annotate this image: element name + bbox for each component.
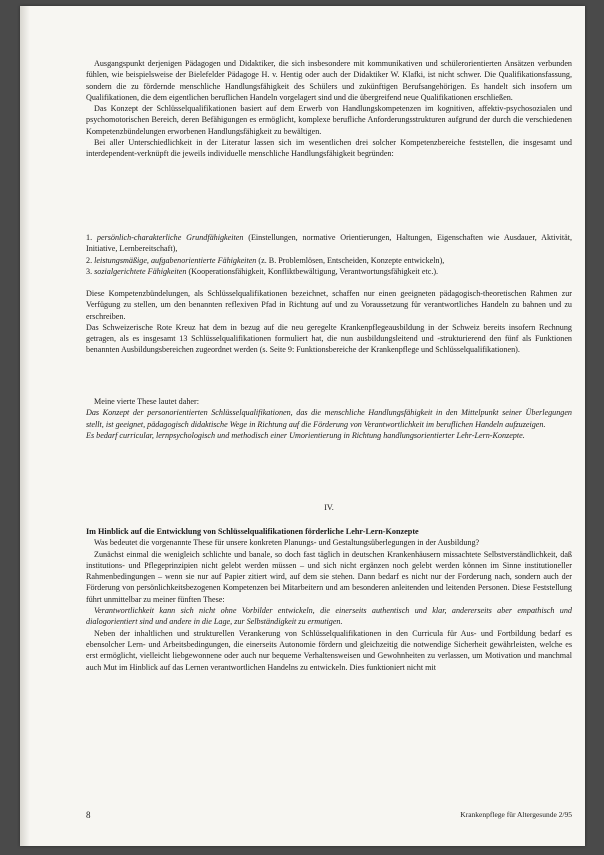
text-paragraph: Bei aller Unterschiedlichkeit in der Literatur lassen sich im wesentlichen drei solcher Kompetenzbereiche feststellen, die insgesamt und interdependent-verknüpft die jeweils individuelle menschliche Handlungsfähigkeit begründen: (86, 138, 572, 159)
page-number: 8 (86, 810, 91, 820)
paragraph-intro (86, 58, 572, 160)
text-paragraph: Neben der inhaltlichen und strukturellen Verankerung von Schlüsselqualifikationen in den Curricula für Aus- und Fortbildung bedarf es ebensolcher Lern- und Arbeitsbedingungen, die einerseits Autonomie fördern und gleichzeitig die notwendige Sicherheit gewährleisten, welche es erst ermöglicht, vielleicht liebgewonnene oder auch nur bequeme Verhaltensweisen und Gewohnheiten zu verlassen, um Motivation und manchmal auch Mut im Hinblick auf das Lernen verantwortlichen Handelns zu entwickeln. Dies funktioniert nicht mit (86, 628, 572, 672)
section-body (86, 526, 572, 673)
text-paragraph: Das Schweizerische Rote Kreuz hat dem in bezug auf die neu geregelte Krankenpflegeausbildung in der Schweiz bereits insofern Rechnung getragen, als es insgesamt 13 Schlüsselqualifikationen formuliert hat, die nun ausbildungsleitend und -strukturierend den fünf als Funktionen benannten Ausbildungsbereichen zugeordnet werden (s. Seite 9: Funktionsbereiche der Krankenpflege und Schlüsselqualifikationen). (86, 322, 572, 355)
thesis-text: Das Konzept der personorientierten Schlüsselqualifikationen, das die menschliche Handlungsfähigkeit in den Mittelpunkt seiner Überlegungen stellt, ist geeignet, pädagogisch didaktische Wege in Richtung auf die Förderung von Verantwortlichkeit im beruflichen Handeln aufzuzeigen. (86, 408, 572, 429)
text-paragraph: Was bedeutet die vorgenannte These für unsere konkreten Planungs- und Gestaltungsüberlegungen in der Ausbildung? (94, 538, 480, 548)
thesis-five: Verantwortlichkeit kann sich nicht ohne Vorbilder entwickeln, die einerseits authentisch und klar, andererseits aber empathisch und dialogorientiert sind und andere in die Lage, zur Selbständigkeit zu ermutigen. (86, 606, 572, 627)
paragraph-block3 (86, 288, 572, 356)
text-paragraph: Das Konzept der Schlüsselqualifikationen basiert auf dem Erwerb von Handlungskompetenzen im kognitiven, affektiv-psychosozialen und psychomotorischen Bereich, deren Befähigungen es ermöglicht, komplexe berufliche Anforderungsstrukturen aufgrund der durch die verschiedenen Kompetenzbündelungen erworbenen Handlungsfähigkeit zu bewältigen. (86, 104, 572, 136)
section-heading: Im Hinblick auf die Entwicklung von Schlüsselqualifikationen förderliche Lehr-Lern-Konzepte (86, 527, 419, 536)
section-number: IV. (324, 503, 334, 512)
page-edge-shadow (20, 6, 30, 846)
text-paragraph: Zunächst einmal die wenigleich schlichte und banale, so doch fast täglich in deutschen Krankenhäusern missachtete Selbstverständlichkeit, daß institutions- und Pflegeprinzipien nicht gelebt werden müssen – und sich nicht ergänzen noch gelebt werden können im Sinne institutioneller Rahmenbedingungen – wenn sie nur auf Papier zitiert wird, auf dem sie stehen. Dann bedarf es nicht nur der Forderung nach, sondern auch der Förderung von persönlichkeitsbezogenen Kompetenzen bei Mitarbeitern und am besonderen anleitenden und leitenden Personen. Diese Feststellung führt unmittelbar zu meiner fünften These: (86, 549, 572, 604)
list-item: 1. persönlich-charakterliche Grundfähigkeiten (Einstellungen, normative Orientierungen, Haltungen, Eigenschaften wie Ausdauer, Aktivität, Initiative, Lernbereitschaft), (86, 233, 573, 254)
page-footer (86, 810, 572, 820)
list-item: 2. leistungsmäßige, aufgabenorientierte Fähigkeiten (z. B. Problemlösen, Entscheiden, Konzepte entwickeln), (86, 255, 445, 265)
thesis-four (86, 396, 572, 441)
thesis-intro: Meine vierte These lautet daher: (94, 397, 199, 406)
text-paragraph: Ausgangspunkt derjenigen Pädagogen und Didaktiker, die sich insbesondere mit kommunikativen und schülerorientierten Ansätzen verbunden fühlen, wie beispielsweise der Bielefelder Pädagoge H. v. Hentig oder auch der Didaktiker W. Klafki, ist nicht schwer. Die Qualifikationsfassung, sondern die zu fördernde menschliche Handlungsfähigkeit des Schülers und zukünftigen Berufsangehörigen. Es handelt sich insofern um Qualifikationen, die dem eigentlichen beruflichen Handeln vorgelagert sind und die übergreifend neue Qualifikationen erschließen. (86, 59, 572, 102)
list-item: 3. sozialgerichtete Fähigkeiten (Kooperationsfähigkeit, Konfliktbewältigung, Verantwortungsfähigkeit etc.). (86, 266, 439, 276)
thesis-text: Es bedarf curricular, lernpsychologisch und methodisch einer Umorientierung in Richtung handlungsorientierter Lehr-Lern-Konzepte. (86, 430, 525, 440)
document-page (20, 6, 585, 846)
text-paragraph: Diese Kompetenzbündelungen, als Schlüsselqualifikationen bezeichnet, schaffen nur einen geeigneten pädagogisch-theoretischen Rahmen zur Verfügung zu stellen, um den benannten reflexiven Pfad in Richtung auf und zu Voraussetzung für verantwortliches Handeln zu bahnen und zu erschreiben. (86, 289, 572, 321)
competence-list (86, 232, 572, 277)
journal-name: Krankenpflege für Altergesunde 2/95 (460, 810, 572, 819)
